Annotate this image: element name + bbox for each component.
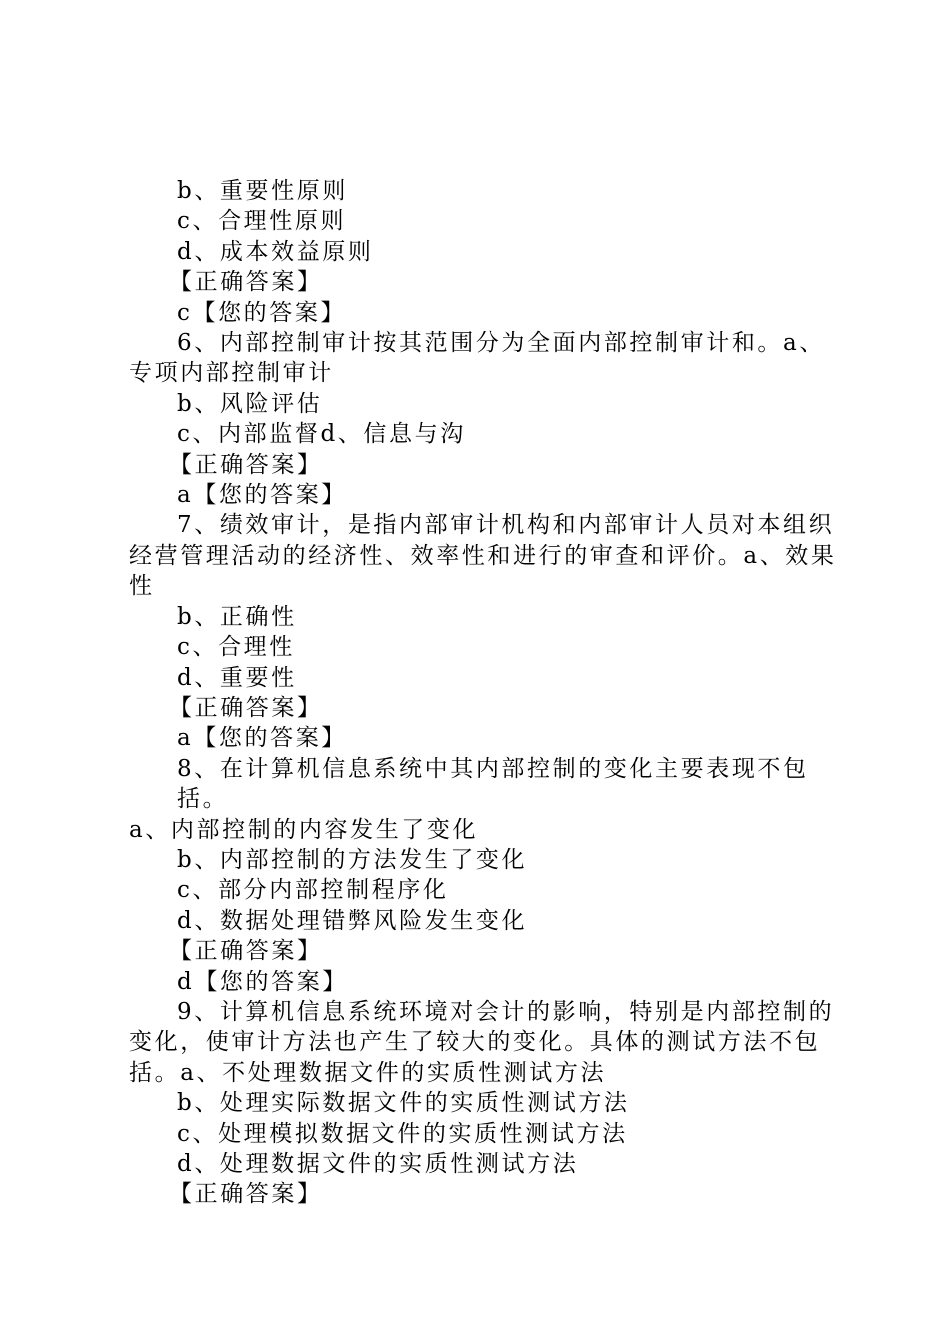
document-line: 变化，使审计方法也产生了较大的变化。具体的测试方法不包 [129, 1029, 821, 1056]
document-line: c、合理性 [177, 634, 295, 661]
document-line: 括。a、不处理数据文件的实质性测试方法 [129, 1059, 607, 1086]
document-line: c、处理模拟数据文件的实质性测试方法 [177, 1120, 628, 1147]
document-line: a【您的答案】 [177, 725, 347, 752]
document-line: 【正确答案】 [169, 694, 323, 721]
document-line: a【您的答案】 [177, 482, 347, 509]
document-line: 【正确答案】 [169, 451, 323, 478]
document-line: c【您的答案】 [177, 299, 347, 326]
document-body [129, 176, 839, 1210]
document-line: d、成本效益原则 [177, 238, 374, 265]
document-line: d、处理数据文件的实质性测试方法 [177, 1151, 579, 1177]
document-line: 7、绩效审计，是指内部审计机构和内部审计人员对本组织 [177, 512, 835, 539]
document-line: 专项内部控制审计 [129, 360, 334, 387]
document-line: b、内部控制的方法发生了变化 [177, 846, 528, 873]
document-line: c、内部监督d、信息与沟 [177, 421, 466, 448]
document-line: b、处理实际数据文件的实质性测试方法 [177, 1090, 630, 1117]
document-line: d、重要性 [177, 664, 297, 691]
document-line: 【正确答案】 [169, 938, 323, 965]
document-line: a、内部控制的内容发生了变化 [129, 816, 479, 843]
document-line: 【正确答案】 [169, 1181, 323, 1208]
document-line: c、部分内部控制程序化 [177, 877, 449, 904]
document-line: 经营管理活动的经济性、效率性和进行的审查和评价。a、效果 [129, 542, 837, 569]
document-line: c、合理性原则 [177, 208, 347, 235]
document-line: 8、在计算机信息系统中其内部控制的变化主要表现不包括。 [177, 755, 809, 813]
document-line: d【您的答案】 [177, 968, 348, 995]
document-line: b、重要性原则 [177, 178, 348, 204]
document-line: b、正确性 [177, 603, 297, 630]
document-line: d、数据处理错弊风险发生变化 [177, 907, 528, 934]
document-line: b、风险评估 [177, 390, 323, 417]
document-line: 【正确答案】 [169, 269, 323, 296]
document-line: 性 [129, 573, 155, 600]
document-line: 6、内部控制审计按其范围分为全面内部控制审计和。a、 [177, 330, 825, 357]
document-line: 9、计算机信息系统环境对会计的影响，特别是内部控制的 [177, 998, 835, 1025]
